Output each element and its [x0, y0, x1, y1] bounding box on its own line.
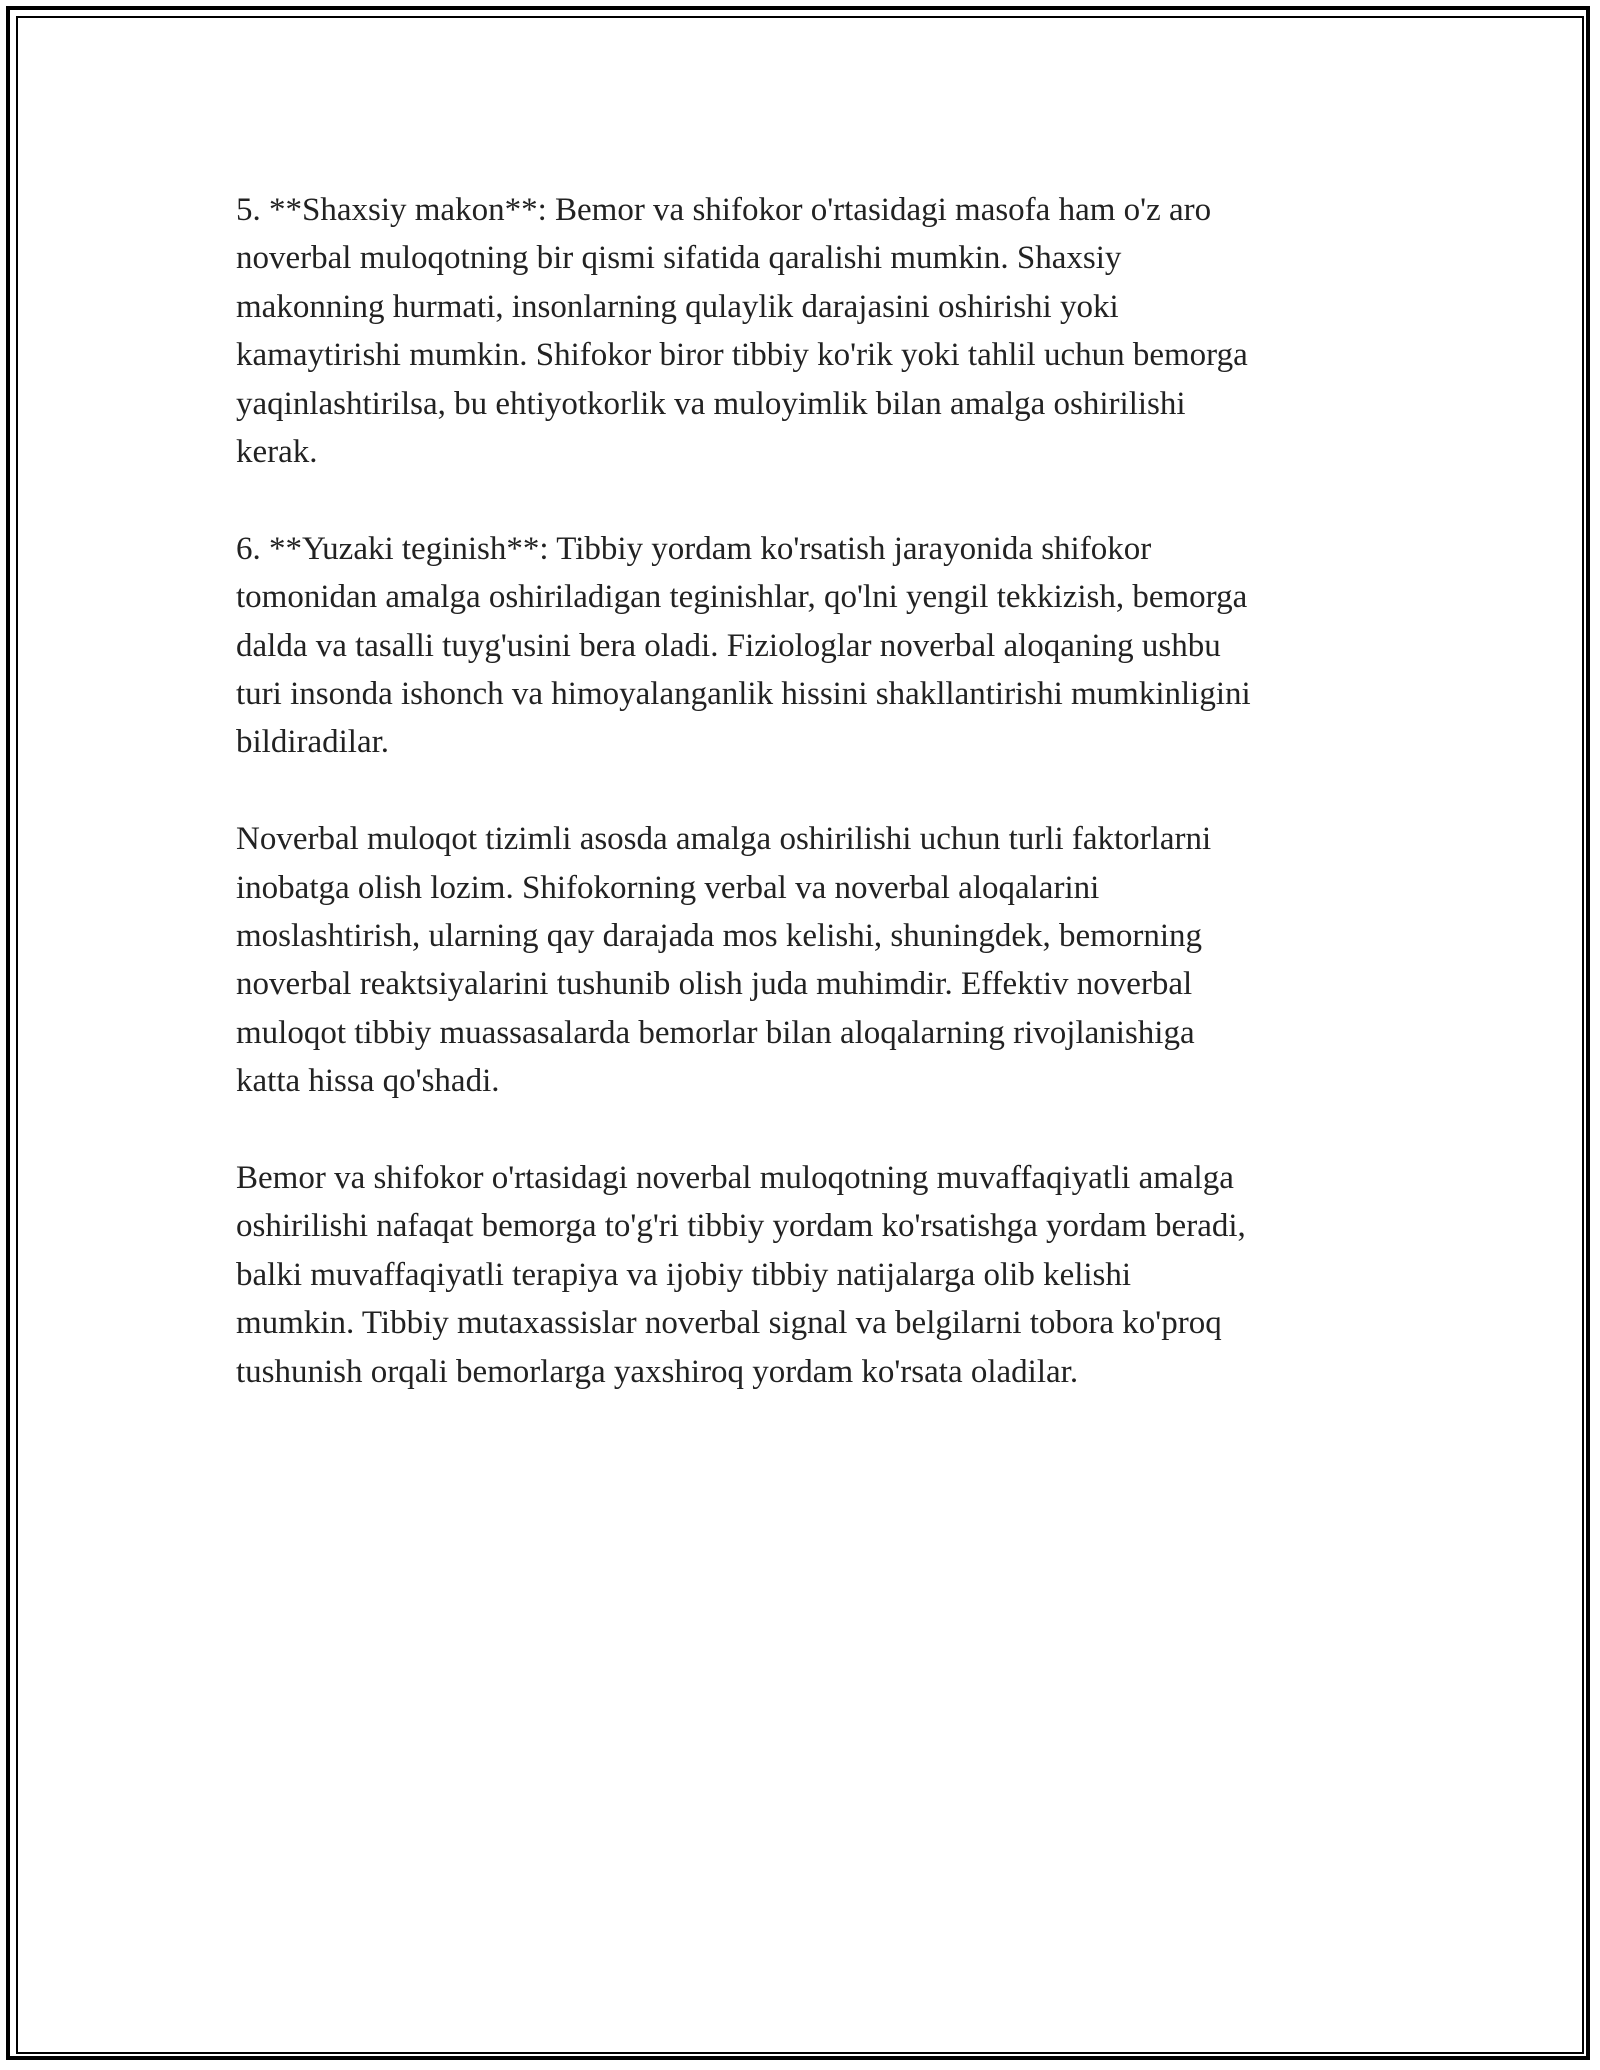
- paragraph-surface-touch: 6. **Yuzaki teginish**: Tibbiy yordam ko'rsatish jarayonida shifokor tomonidan amalga oshiriladigan teginishlar, qo'lni yengil tekkizish, bemorga dalda va tasalli tuyg'usini bera oladi. Fiziologlar noverbal aloqaning ushbu turi insonda ishonch va himoyalanganlik hissini shakllantirishi mumkinligini bildiradilar.: [236, 530, 1251, 761]
- document-body: [236, 186, 1386, 1445]
- paragraph-nonverbal-factors: Noverbal muloqot tizimli asosda amalga oshirilishi uchun turli faktorlarni inobatga olish lozim. Shifokorning verbal va noverbal aloqalarini moslashtirish, ularning qay darajada mos kelishi, shuningdek, bemorning noverbal reaktsiyalarini tushunib olish juda muhimdir. Effektiv noverbal muloqot tibbiy muassasalarda bemorlar bilan aloqalarning rivojlanishiga katta hissa qo'shadi.: [236, 821, 1212, 1100]
- paragraph-conclusion: Bemor va shifokor o'rtasidagi noverbal muloqotning muvaffaqiyatli amalga oshirilishi nafaqat bemorga to'g'ri tibbiy yordam ko'rsatishga yordam beradi, balki muvaffaqiyatli terapiya va ijobiy tibbiy natijalarga olib kelishi mumkin. Tibbiy mutaxassislar noverbal signal va belgilarni tobora ko'proq tushunish orqali bemorlarga yaxshiroq yordam ko'rsata oladilar.: [236, 1160, 1246, 1390]
- paragraph-personal-space: 5. **Shaxsiy makon**: Bemor va shifokor o'rtasidagi masofa ham o'z aro noverbal muloqotning bir qismi sifatida qaralishi mumkin. Shaxsiy makonning hurmati, insonlarning qulaylik darajasini oshirishi yoki kamaytirishi mumkin. Shifokor biror tibbiy ko'rik yoki tahlil uchun bemorga yaqinlashtirilsa, bu ehtiyotkorlik va muloyimlik bilan amalga oshirilishi kerak.: [236, 192, 1248, 471]
